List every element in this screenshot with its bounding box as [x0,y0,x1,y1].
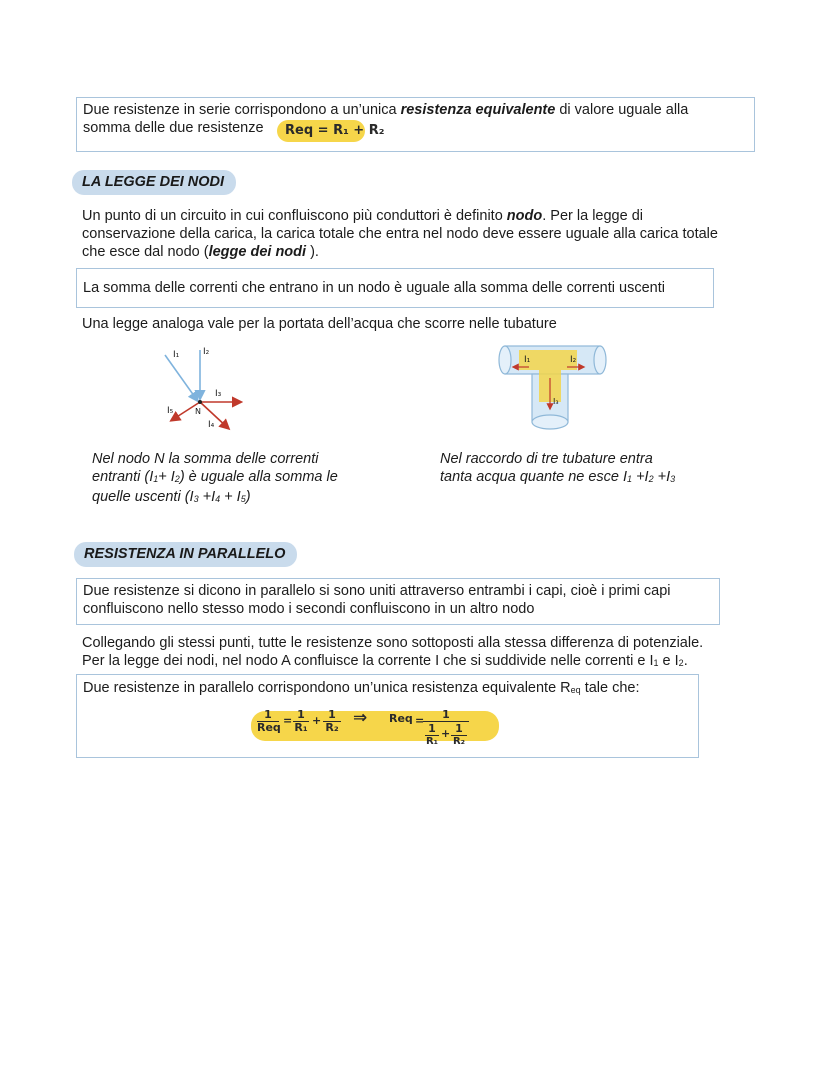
parallel-equivalent-box: Due resistenze in parallelo corrispondono un’unica resistenza equivalente $R_{eq}$ tale che: 1 Req = 1 R₁ + 1 R₂ ⇒ Req = 1 1 R₁ + 1 R₂ [76,674,699,758]
heading-resistenza-parallelo: RESISTENZA IN PARALLELO [74,542,297,567]
implies-arrow: ⇒ [353,708,368,728]
label-n: N [195,407,201,416]
parallel-definition-box [76,578,720,625]
series-text-line2: somma delle due resistenze [83,120,264,136]
series-text-line1: Due resistenze in serie corrispondono a un’unica resistenza equivalente di valore uguale alla [83,102,689,118]
parallel-def-line2: confluiscono nello stesso modo i secondi confluiscono in un altro nodo [83,601,535,617]
parallel-def-line1: Due resistenze si dicono in parallelo si sono uniti attraverso entrambi i capi, cioè i primi capi [83,583,671,599]
nodes-law-box [76,268,714,308]
pipe-bottom-end [532,415,568,429]
label-i2: I₂ [203,347,210,357]
pipe-left-end [499,346,511,374]
current-i1-arrow [165,355,197,400]
pipe-label-i2: I₂ [570,355,577,365]
pipe-diagram [495,340,610,435]
pipe-right-end [594,346,606,374]
label-i3: I₃ [215,389,222,399]
heading-legge-dei-nodi: LA LEGGE DEI NODI [72,170,236,195]
pipe-label-i1: I₁ [524,355,531,365]
label-i5: I₅ [167,406,174,416]
bold-nodo: nodo [506,208,543,224]
nodes-paragraph: Un punto di un circuito in cui confluiscono più conduttori è definito nodo. Per la legge di conservazione della carica, la carica totale che entra nel nodo deve essere uguale alla carica totale che esce dal nodo (legge dei nodi ). [82,208,718,260]
label-i4: I₄ [208,420,215,430]
caption-node: Nel nodo N la somma delle correnti entranti $(I_1+ I_2)$ è uguale alla somma le quelle uscenti $(I_3 +I_4 + I_5)$ [92,451,338,505]
analogy-text: Una legge analoga vale per la portata dell’acqua che scorre nelle tubature [82,316,557,332]
parallel-eq-text: Due resistenze in parallelo corrispondono un’unica resistenza equivalente $R_{eq}$ tale che: [83,680,640,696]
label-i1: I₁ [173,350,180,360]
nodes-law-text: La somma delle correnti che entrano in un nodo è uguale alla somma delle correnti uscenti [83,280,665,296]
pipe-label-i3: I₃ [553,397,559,406]
series-equivalent-box [76,97,755,152]
bold-legge-dei-nodi: legge dei nodi [208,244,307,260]
caption-pipe: Nel raccordo di tre tubature entra tanta acqua quante ne esce $I_1 +I_2 +I_3$ [440,451,676,485]
series-formula: Req = R₁ + R₂ [285,123,385,138]
bold-resistenza-equivalente: resistenza equivalente [400,102,556,118]
parallel-paragraph: Collegando gli stessi punti, tutte le resistenze sono sottoposti alla stessa differenza di potenziale. Per la legge dei nodi, nel nodo A confluisce la corrente I che si suddivide nelle correnti e $I_1$ e $I_2$. [82,635,704,669]
